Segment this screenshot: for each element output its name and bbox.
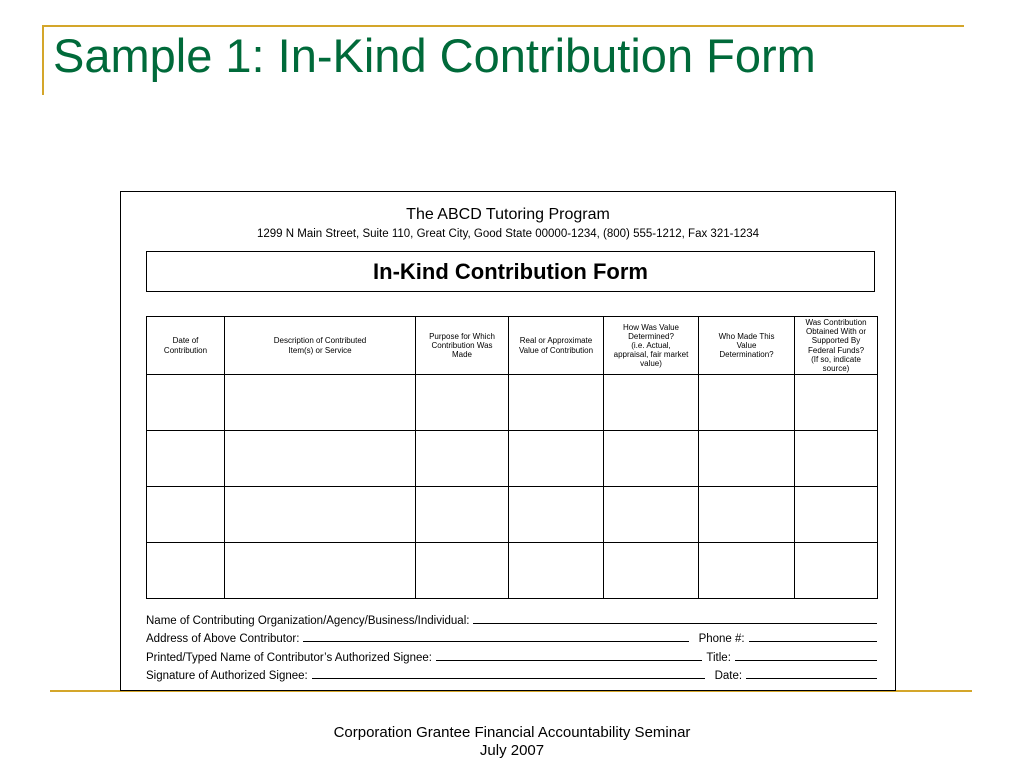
date-field[interactable] bbox=[746, 677, 877, 679]
contributor-address-label: Address of Above Contributor: bbox=[146, 633, 300, 645]
table-row bbox=[147, 431, 878, 487]
phone-label: Phone #: bbox=[698, 633, 745, 645]
signee-name-line bbox=[146, 645, 877, 664]
form-title: In-Kind Contribution Form bbox=[146, 251, 875, 292]
signee-name-label: Printed/Typed Name of Contributor’s Authorized Signee: bbox=[146, 651, 432, 664]
table-cell[interactable] bbox=[604, 487, 699, 543]
column-header: Was Contribution Obtained With or Supported By Federal Funds? (If so, indicate source) bbox=[795, 317, 878, 375]
table-cell[interactable] bbox=[225, 487, 416, 543]
table-row bbox=[147, 375, 878, 431]
signee-title-field[interactable] bbox=[735, 659, 877, 661]
accent-line-top bbox=[42, 25, 964, 27]
organization-address: 1299 N Main Street, Suite 110, Great City, Good State 00000-1234, (800) 555-1212, Fax 321-1234 bbox=[256, 228, 760, 240]
table-cell[interactable] bbox=[416, 487, 509, 543]
table-cell[interactable] bbox=[509, 375, 604, 431]
table-cell[interactable] bbox=[225, 431, 416, 487]
table-cell[interactable] bbox=[604, 375, 699, 431]
table-cell[interactable] bbox=[225, 375, 416, 431]
table-cell[interactable] bbox=[699, 543, 795, 599]
accent-line-left bbox=[42, 25, 44, 95]
table-row bbox=[147, 487, 878, 543]
column-header: Purpose for Which Contribution Was Made bbox=[416, 317, 509, 375]
table-cell[interactable] bbox=[795, 431, 878, 487]
table-cell[interactable] bbox=[604, 543, 699, 599]
slide-title: Sample 1: In-Kind Contribution Form bbox=[53, 29, 816, 82]
footer-seminar: Corporation Grantee Financial Accountability Seminar bbox=[333, 724, 691, 741]
signature-label: Signature of Authorized Signee: bbox=[146, 670, 308, 682]
table-cell[interactable] bbox=[225, 543, 416, 599]
table-cell[interactable] bbox=[699, 487, 795, 543]
signature-line bbox=[146, 664, 877, 683]
contributor-address-line bbox=[146, 627, 877, 646]
contribution-table bbox=[146, 316, 878, 599]
table-header-row bbox=[147, 317, 878, 375]
signee-title-label: Title: bbox=[706, 651, 731, 664]
table-cell[interactable] bbox=[699, 431, 795, 487]
contributor-name-field[interactable] bbox=[473, 622, 877, 624]
table-cell[interactable] bbox=[699, 375, 795, 431]
organization-name: The ABCD Tutoring Program bbox=[406, 206, 610, 223]
phone-field[interactable] bbox=[749, 640, 877, 642]
signature-fields bbox=[146, 608, 877, 682]
table-cell[interactable] bbox=[509, 487, 604, 543]
table-cell[interactable] bbox=[147, 375, 225, 431]
table-cell[interactable] bbox=[416, 375, 509, 431]
column-header: Who Made This Value Determination? bbox=[699, 317, 795, 375]
contributor-address-field[interactable] bbox=[303, 640, 688, 642]
date-label: Date: bbox=[714, 670, 743, 682]
table-cell[interactable] bbox=[509, 543, 604, 599]
column-header: How Was Value Determined? (i.e. Actual, appraisal, fair market value) bbox=[604, 317, 699, 375]
contributor-name-line bbox=[146, 608, 877, 627]
table-cell[interactable] bbox=[604, 431, 699, 487]
slide-footer bbox=[0, 724, 1024, 760]
contributor-name-label: Name of Contributing Organization/Agency/Business/Individual: bbox=[146, 614, 470, 627]
signee-name-field[interactable] bbox=[436, 659, 702, 661]
table-cell[interactable] bbox=[795, 487, 878, 543]
table-cell[interactable] bbox=[509, 431, 604, 487]
table-row bbox=[147, 543, 878, 599]
column-header: Date of Contribution bbox=[147, 317, 225, 375]
table-cell[interactable] bbox=[416, 431, 509, 487]
table-cell[interactable] bbox=[416, 543, 509, 599]
column-header: Real or Approximate Value of Contribution bbox=[509, 317, 604, 375]
form-frame bbox=[120, 191, 896, 691]
signature-field[interactable] bbox=[312, 677, 705, 679]
table-cell[interactable] bbox=[147, 487, 225, 543]
column-header: Description of Contributed Item(s) or Service bbox=[225, 317, 416, 375]
table-cell[interactable] bbox=[795, 375, 878, 431]
table-cell[interactable] bbox=[147, 543, 225, 599]
table-cell[interactable] bbox=[147, 431, 225, 487]
footer-date: July 2007 bbox=[479, 742, 545, 759]
table-cell[interactable] bbox=[795, 543, 878, 599]
